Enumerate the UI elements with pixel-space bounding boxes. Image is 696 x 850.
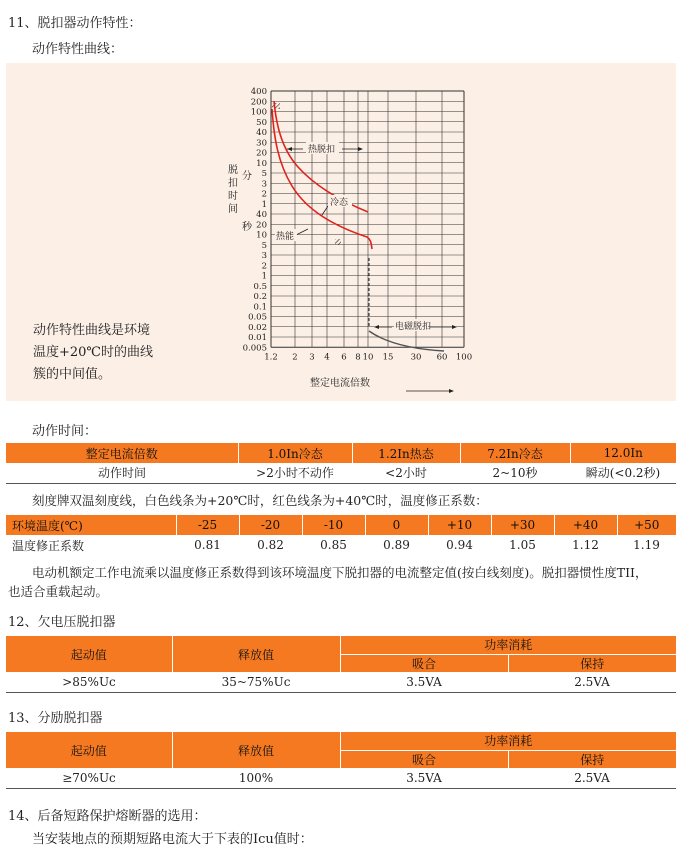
thermal-trip-label: 热脱扣: [308, 145, 336, 155]
magnetic-trip-label: 电磁脱扣: [395, 322, 432, 332]
table-header: +30: [491, 515, 554, 535]
table-cell: 0.82: [257, 538, 284, 552]
section-13-title: 13、分励脱扣器: [8, 711, 103, 726]
hot-pointer: [296, 229, 308, 235]
arrow-head: [358, 147, 363, 151]
table-cell: 瞬动(<0.2秒): [570, 463, 676, 483]
y-tick-label: 3: [261, 251, 267, 261]
pull-in-header: 吸合: [340, 750, 508, 768]
table-header: +50: [617, 515, 676, 535]
y-tick-label: 2: [261, 189, 267, 200]
temperature-correction-table: [6, 515, 676, 555]
y-tick-label: 1: [261, 199, 267, 210]
table-header: +10: [428, 515, 491, 535]
release-value-header: 释放值: [172, 636, 340, 672]
y-tick-label: 20: [256, 148, 267, 159]
y-tick-label: 10: [256, 158, 267, 169]
table-cell: 1.12: [572, 538, 599, 552]
y-tick-label: 200: [250, 97, 267, 108]
y-axis-label: 脱扣时间: [228, 165, 238, 215]
table-cell: 1.19: [633, 538, 660, 552]
pull-in-header: 吸合: [340, 654, 508, 672]
x-tick-label: 15: [382, 352, 394, 363]
arrow-head: [452, 325, 457, 329]
hatch-marker: [272, 103, 280, 109]
y-tick-label: 30: [256, 138, 267, 149]
y-tick-label: 0.2: [253, 292, 267, 302]
table-cell: ≥70%Uc: [6, 768, 172, 788]
action-time-table: [6, 443, 676, 484]
x-tick-label: 60: [436, 352, 448, 363]
table-cell: 1.05: [509, 538, 536, 552]
y-tick-label: 0.1: [253, 302, 267, 313]
table-cell: 2~10秒: [460, 463, 570, 483]
x-tick-label: 2: [292, 352, 298, 363]
section-12-title: 12、欠电压脱扣器: [8, 615, 116, 630]
trip-curve-chart: [6, 63, 676, 401]
table-cell: 0.81: [194, 538, 221, 552]
table-cell: 3.5VA: [340, 672, 508, 692]
table-cell: 3.5VA: [340, 768, 508, 788]
curve-subtitle: 动作特性曲线：: [32, 42, 124, 57]
x-tick-label: 4: [324, 352, 330, 363]
y-tick-label: 40: [256, 128, 267, 138]
curve-note-line: 动作特性曲线是环境: [33, 323, 151, 338]
table-header: -20: [239, 515, 302, 535]
x-tick-label: 100: [455, 352, 473, 363]
arrow-head: [287, 147, 292, 151]
table-cell: 0.89: [383, 538, 410, 552]
y-tick-label: 0.01: [248, 333, 267, 343]
table-cell: 0.85: [320, 538, 347, 552]
arrow-head: [374, 325, 379, 329]
y-tick-label: 0.005: [242, 343, 267, 354]
temperature-note: 刻度牌双温刻度线，白色线条为+20℃时，红色线条为+40℃时，温度修正系数：: [32, 493, 488, 508]
table-cell: >2小时不动作: [238, 463, 352, 483]
x-axis-label: 整定电流倍数: [310, 378, 370, 389]
trip-curve-panel: [6, 63, 676, 401]
x-tick-label: 6: [341, 352, 347, 363]
y-tick-label: 40: [256, 210, 267, 220]
table-cell: 2.5VA: [508, 672, 676, 692]
table-header: 0: [365, 515, 428, 535]
undervoltage-table: [6, 636, 676, 693]
table-header: 环境温度(℃): [6, 515, 176, 535]
table-cell: <2小时: [352, 463, 460, 483]
cold-label: 冷态: [330, 198, 349, 208]
hot-label: 热能: [276, 232, 295, 242]
table-header: 整定电流倍数: [6, 443, 238, 463]
y-tick-label: 0.5: [253, 281, 267, 292]
y-tick-label: 1: [261, 271, 267, 282]
y-tick-label: 20: [256, 220, 267, 231]
table-header: 7.2In冷态: [460, 443, 570, 463]
magnetic-curve: [369, 331, 444, 351]
arrow-head: [449, 389, 454, 393]
hot-curve: [272, 109, 372, 249]
action-time-label: 动作时间：: [32, 424, 98, 439]
table-header: 12.0In: [570, 443, 676, 463]
start-value-header: 起动值: [6, 636, 172, 672]
table-cell: >85%Uc: [6, 672, 172, 692]
table-header: 1.0In冷态: [238, 443, 352, 463]
minutes-label: 分: [242, 171, 252, 182]
hatch-marker: [335, 239, 341, 245]
table-cell: 100%: [172, 768, 340, 788]
cold-curve: [274, 101, 368, 212]
x-tick-label: 3: [309, 352, 315, 363]
y-tick-label: 0.05: [248, 312, 267, 323]
x-tick-label: 10: [362, 352, 374, 363]
table-cell: 35~75%Uc: [172, 672, 340, 692]
table-cell: 2.5VA: [508, 768, 676, 788]
y-tick-label: 100: [250, 107, 267, 118]
motor-note-line: 也适合重载起动。: [8, 584, 109, 599]
x-tick-label: 30: [410, 352, 422, 363]
hold-header: 保持: [508, 750, 676, 768]
start-value-header: 起动值: [6, 732, 172, 768]
table-cell: 0.94: [446, 538, 473, 552]
x-tick-label: 1.2: [264, 352, 278, 363]
table-cell: 动作时间: [6, 463, 238, 483]
y-tick-label: 50: [256, 117, 267, 128]
release-value-header: 释放值: [172, 732, 340, 768]
table-header: 1.2In热态: [352, 443, 460, 463]
curve-note-line: 簇的中间值。: [33, 367, 112, 382]
shunt-release-table: [6, 732, 676, 789]
curve-note-line: 温度+20℃时的曲线: [33, 345, 153, 360]
table-header: -25: [176, 515, 239, 535]
section-11-title: 11、脱扣器动作特性：: [8, 16, 142, 31]
section-14-title: 14、后备短路保护熔断器的选用：: [8, 809, 207, 824]
table-header: -10: [302, 515, 365, 535]
seconds-label: 秒: [242, 222, 252, 233]
power-consumption-header: 功率消耗: [340, 732, 676, 750]
y-tick-label: 0.02: [248, 322, 267, 333]
y-tick-label: 400: [250, 87, 267, 97]
fuse-selection-line: 当安装地点的预期短路电流大于下表的Icu值时：: [32, 832, 313, 847]
table-cell: 温度修正系数: [12, 538, 85, 553]
table-header: +40: [554, 515, 617, 535]
motor-note-line: 电动机额定工作电流乘以温度修正系数得到该环境温度下脱扣器的电流整定值(按白线刻度)。脱扣器惯性度TII，: [32, 565, 648, 580]
y-tick-label: 5: [261, 240, 267, 251]
x-tick-label: 8: [355, 352, 361, 363]
y-tick-label: 3: [261, 179, 267, 190]
hold-header: 保持: [508, 654, 676, 672]
power-consumption-header: 功率消耗: [340, 636, 676, 654]
y-tick-label: 10: [256, 230, 267, 241]
y-tick-label: 2: [261, 261, 267, 272]
y-tick-label: 5: [261, 169, 267, 179]
